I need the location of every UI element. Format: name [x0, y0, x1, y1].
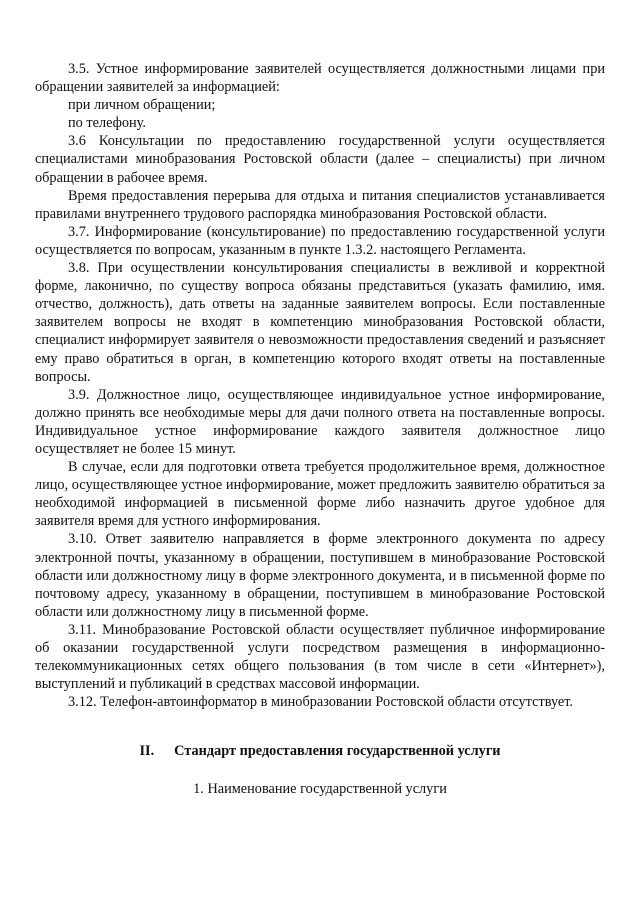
- paragraph-long-answer: В случае, если для подготовки ответа требуется продолжительное время, должностное лицо, осуществляющее устное информирование, может предложить заявителю обратиться за необходимой информацией в письменной форме либо назначить другое удобное для заявителя время для устного информирования.: [35, 459, 605, 530]
- section-heading: [35, 742, 605, 760]
- list-item-personal-visit: при личном обращении;: [68, 97, 216, 114]
- paragraph-3-5: 3.5. Устное информирование заявителей осуществляется должностными лицами при обращении заявителей за информацией:: [35, 61, 605, 96]
- section-number: II.: [139, 743, 155, 760]
- paragraph-3-12: 3.12. Телефон-автоинформатор в минобразовании Ростовской области отсутствует.: [68, 694, 574, 711]
- section-title: Стандарт предоставления государственной услуги: [174, 743, 501, 760]
- paragraph-3-8: 3.8. При осуществлении консультирования специалисты в вежливой и корректной форме, лаконично, по существу вопроса обязаны представиться (указать фамилию, имя. отчество, должность), дать ответы на заданные заявителем вопросы. Если поставленные заявителем вопросы не входят в компетенцию минобразования Ростовской области, специалист информирует заявителя о невозможности предоставления сведений и разъясняет ему право обратиться в орган, в компетенцию которого входят ответы на поставленные вопросы.: [35, 260, 605, 385]
- paragraph-3-6: 3.6 Консультации по предоставлению государственной услуги осуществляется специалистами минобразования Ростовской области (далее – специалисты) при личном обращении в рабочее время.: [35, 133, 605, 186]
- paragraph-3-7: 3.7. Информирование (консультирование) по предоставлению государственной услуги осуществляется по вопросам, указанным в пункте 1.3.2. настоящего Регламента.: [35, 223, 605, 258]
- paragraph-3-9: 3.9. Должностное лицо, осуществляющее индивидуальное устное информирование, должно принять все необходимые меры для дачи полного ответа на поставленные вопросы. Индивидуальное устное информирование каждого заявителя должностное лицо осуществляет не более 15 минут.: [35, 386, 605, 457]
- list-item-phone: по телефону.: [68, 115, 146, 132]
- subsection-heading: 1. Наименование государственной услуги: [193, 781, 447, 798]
- paragraph-3-10: 3.10. Ответ заявителю направляется в форме электронного документа по адресу электронной почты, указанному в обращении, поступившем в минобразование Ростовской области или должностному лицу в форме электронного документа, и в письменной форме по почтовому адресу, указанному в обращении, поступившем в минобразование Ростовской области или должностному лицу в письменной форме.: [35, 531, 605, 620]
- paragraph-3-11: 3.11. Минобразование Ростовской области осуществляет публичное информирование об оказании государственной услуги посредством размещения в информационно-телекоммуникационных сетях общего пользования (в том числе в сети «Интернет»), выступлений и публикаций в средствах массовой информации.: [35, 621, 605, 693]
- paragraph-break-time: Время предоставления перерыва для отдыха и питания специалистов устанавливается правилами внутреннего трудового распорядка минобразования Ростовской области.: [35, 187, 605, 222]
